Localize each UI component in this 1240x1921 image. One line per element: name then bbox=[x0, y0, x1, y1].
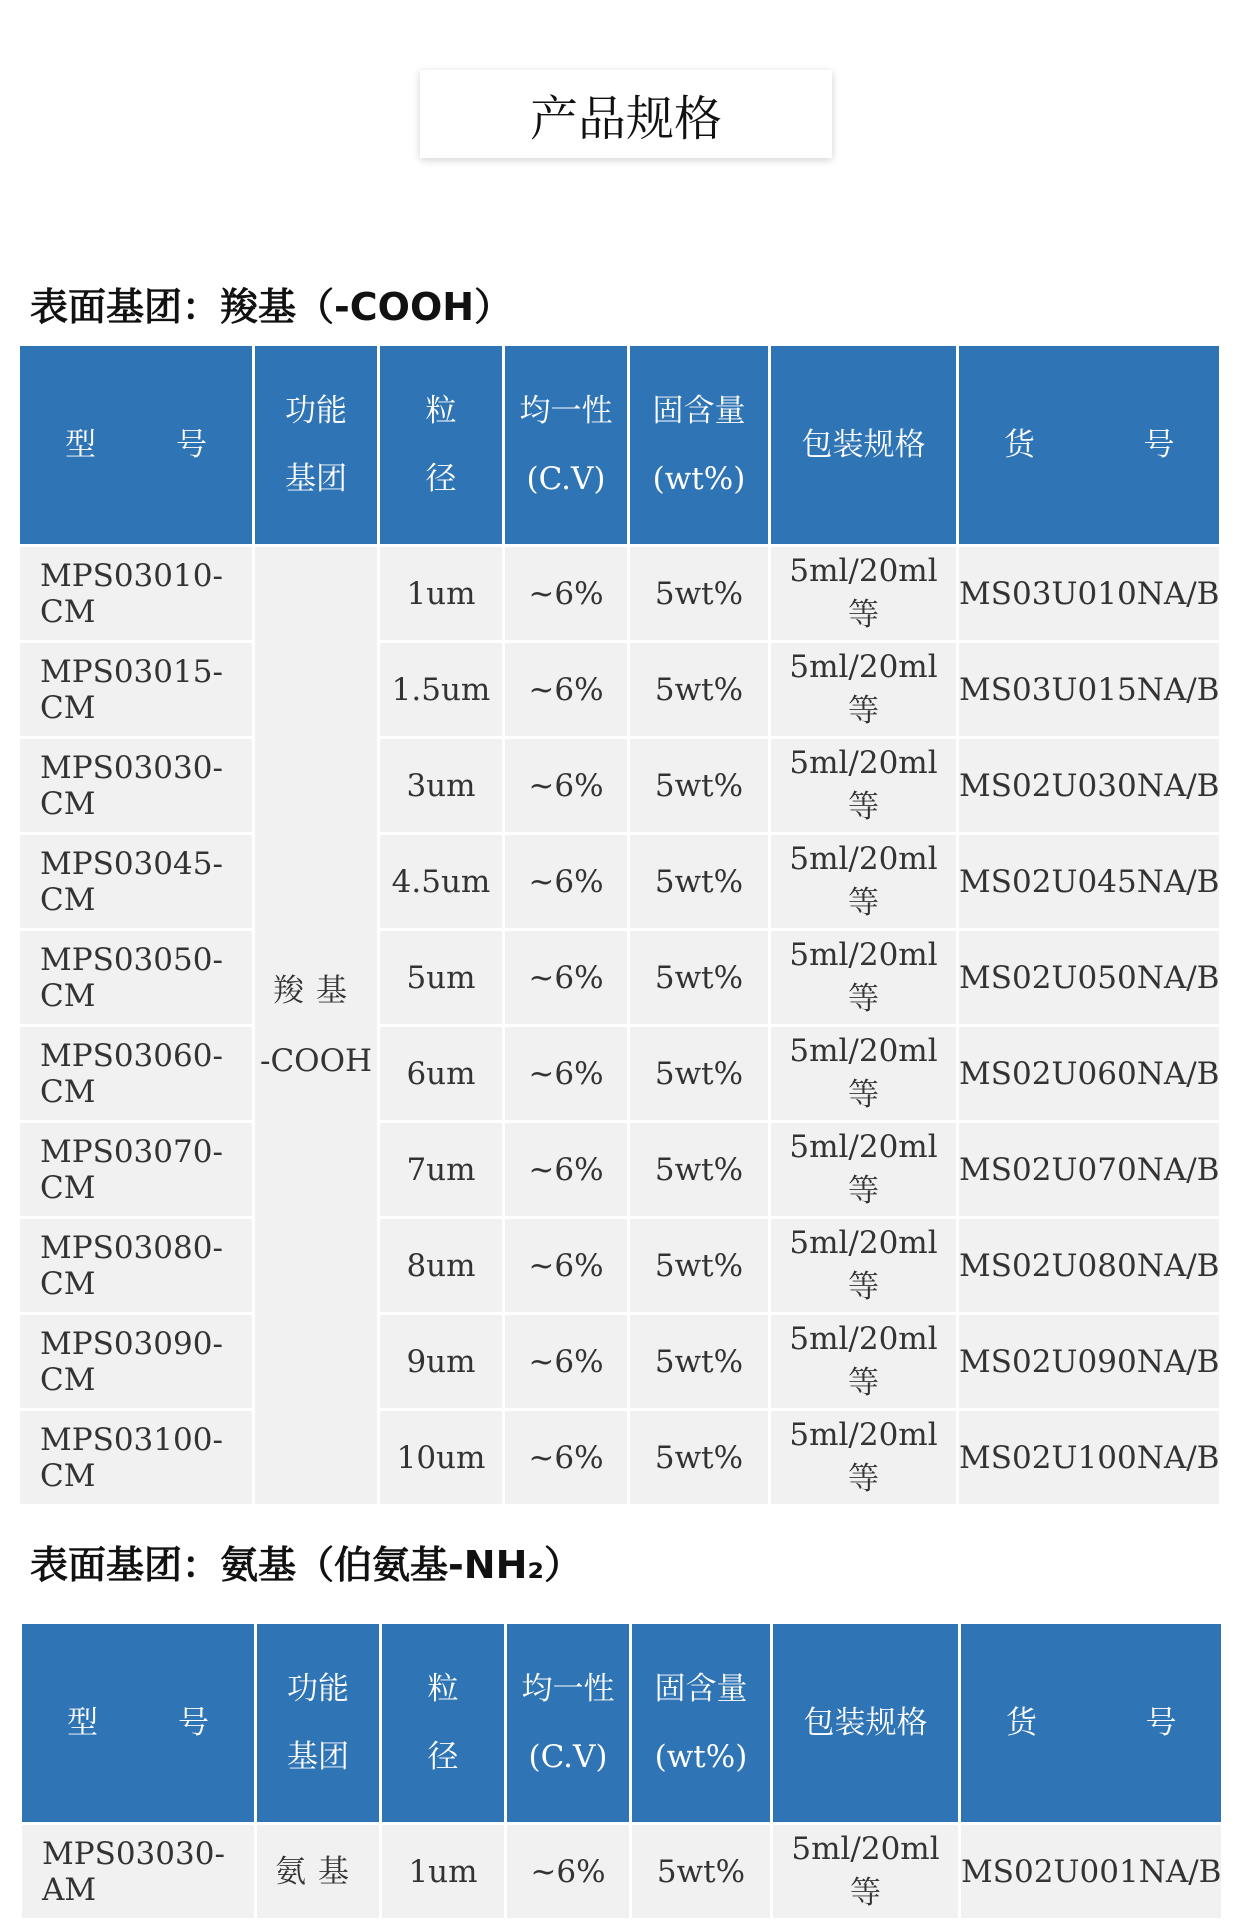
header-package: 包装规格 bbox=[773, 1624, 958, 1822]
cell-solid: 5wt% bbox=[632, 1825, 770, 1918]
cell-solid: 5wt% bbox=[630, 1219, 768, 1312]
cell-sku: MS03U010NA/B bbox=[959, 547, 1219, 640]
cell-cv: ~6% bbox=[505, 1123, 627, 1216]
cell-model: MPS03050-CM bbox=[20, 931, 252, 1024]
cell-model: MPS03100-CM bbox=[20, 1411, 252, 1504]
spec-table-carboxyl bbox=[17, 343, 1222, 1507]
table-header-row bbox=[22, 1624, 1221, 1822]
section-heading-carboxyl: 表面基团：羧基（-COOH） bbox=[30, 285, 513, 329]
header-sku: 货 号 bbox=[959, 346, 1219, 544]
table-row bbox=[20, 739, 1219, 832]
cell-package: 5ml/20ml 等 bbox=[771, 547, 956, 640]
cell-package: 5ml/20ml 等 bbox=[771, 1123, 956, 1216]
cell-solid: 5wt% bbox=[630, 1123, 768, 1216]
cell-model: MPS03010-CM bbox=[20, 547, 252, 640]
table-row bbox=[20, 1411, 1219, 1504]
cell-size: 6um bbox=[380, 1027, 502, 1120]
cell-sku: MS03U015NA/B bbox=[959, 643, 1219, 736]
cell-size: 4.5um bbox=[380, 835, 502, 928]
table-row bbox=[20, 931, 1219, 1024]
table-row bbox=[20, 643, 1219, 736]
cell-size: 5um bbox=[380, 931, 502, 1024]
cell-size: 9um bbox=[380, 1315, 502, 1408]
page-title: 产品规格 bbox=[420, 70, 832, 158]
header-group: 功能 基团 bbox=[255, 346, 377, 544]
cell-model: MPS03030-AM bbox=[22, 1825, 254, 1918]
header-package: 包装规格 bbox=[771, 346, 956, 544]
header-model: 型 号 bbox=[20, 346, 252, 544]
cell-cv: ~6% bbox=[505, 547, 627, 640]
table-row bbox=[20, 1123, 1219, 1216]
header-group: 功能 基团 bbox=[257, 1624, 379, 1822]
cell-package: 5ml/20ml 等 bbox=[771, 1219, 956, 1312]
cell-package: 5ml/20ml 等 bbox=[771, 1411, 956, 1504]
cell-model: MPS03015-CM bbox=[20, 643, 252, 736]
cell-sku: MS02U060NA/B bbox=[959, 1027, 1219, 1120]
cell-cv: ~6% bbox=[505, 1411, 627, 1504]
cell-package: 5ml/20ml 等 bbox=[771, 643, 956, 736]
cell-solid: 5wt% bbox=[630, 1411, 768, 1504]
header-solid-content: 固含量 (wt%) bbox=[630, 346, 768, 544]
cell-cv: ~6% bbox=[507, 1825, 629, 1918]
cell-model: MPS03080-CM bbox=[20, 1219, 252, 1312]
cell-functional-group: 羧基 -COOH bbox=[255, 547, 377, 1504]
table-row bbox=[20, 1027, 1219, 1120]
cell-sku: MS02U030NA/B bbox=[959, 739, 1219, 832]
cell-solid: 5wt% bbox=[630, 643, 768, 736]
cell-cv: ~6% bbox=[505, 1027, 627, 1120]
cell-package: 5ml/20ml 等 bbox=[771, 1315, 956, 1408]
cell-sku: MS02U045NA/B bbox=[959, 835, 1219, 928]
cell-package: 5ml/20ml 等 bbox=[771, 931, 956, 1024]
header-uniformity: 均一性 (C.V) bbox=[507, 1624, 629, 1822]
cell-package: 5ml/20ml 等 bbox=[771, 835, 956, 928]
table-row bbox=[22, 1825, 1221, 1918]
spec-table-amino bbox=[19, 1621, 1224, 1921]
cell-cv: ~6% bbox=[505, 1219, 627, 1312]
cell-sku: MS02U050NA/B bbox=[959, 931, 1219, 1024]
cell-solid: 5wt% bbox=[630, 547, 768, 640]
header-solid-content: 固含量 (wt%) bbox=[632, 1624, 770, 1822]
cell-sku: MS02U001NA/B bbox=[961, 1825, 1221, 1918]
header-sku: 货 号 bbox=[961, 1624, 1221, 1822]
cell-model: MPS03070-CM bbox=[20, 1123, 252, 1216]
header-size: 粒 径 bbox=[380, 346, 502, 544]
cell-size: 1um bbox=[380, 547, 502, 640]
cell-cv: ~6% bbox=[505, 739, 627, 832]
cell-functional-group: 氨基 bbox=[257, 1825, 379, 1918]
cell-package: 5ml/20ml 等 bbox=[773, 1825, 958, 1918]
header-model: 型 号 bbox=[22, 1624, 254, 1822]
cell-size: 1um bbox=[382, 1825, 504, 1918]
cell-cv: ~6% bbox=[505, 931, 627, 1024]
cell-model: MPS03060-CM bbox=[20, 1027, 252, 1120]
cell-solid: 5wt% bbox=[630, 1315, 768, 1408]
cell-cv: ~6% bbox=[505, 1315, 627, 1408]
table-header-row bbox=[20, 346, 1219, 544]
cell-sku: MS02U080NA/B bbox=[959, 1219, 1219, 1312]
cell-model: MPS03045-CM bbox=[20, 835, 252, 928]
header-uniformity: 均一性 (C.V) bbox=[505, 346, 627, 544]
cell-cv: ~6% bbox=[505, 835, 627, 928]
cell-size: 1.5um bbox=[380, 643, 502, 736]
cell-sku: MS02U090NA/B bbox=[959, 1315, 1219, 1408]
section-heading-amino: 表面基团：氨基（伯氨基-NH₂） bbox=[30, 1543, 583, 1587]
cell-size: 8um bbox=[380, 1219, 502, 1312]
cell-package: 5ml/20ml 等 bbox=[771, 1027, 956, 1120]
cell-solid: 5wt% bbox=[630, 1027, 768, 1120]
cell-model: MPS03030-CM bbox=[20, 739, 252, 832]
cell-solid: 5wt% bbox=[630, 835, 768, 928]
table-row bbox=[20, 835, 1219, 928]
header-size: 粒 径 bbox=[382, 1624, 504, 1822]
cell-size: 7um bbox=[380, 1123, 502, 1216]
cell-sku: MS02U100NA/B bbox=[959, 1411, 1219, 1504]
cell-solid: 5wt% bbox=[630, 739, 768, 832]
table-row bbox=[20, 1315, 1219, 1408]
cell-package: 5ml/20ml 等 bbox=[771, 739, 956, 832]
cell-size: 10um bbox=[380, 1411, 502, 1504]
cell-cv: ~6% bbox=[505, 643, 627, 736]
cell-solid: 5wt% bbox=[630, 931, 768, 1024]
table-row bbox=[20, 547, 1219, 640]
cell-sku: MS02U070NA/B bbox=[959, 1123, 1219, 1216]
cell-model: MPS03090-CM bbox=[20, 1315, 252, 1408]
table-row bbox=[20, 1219, 1219, 1312]
cell-size: 3um bbox=[380, 739, 502, 832]
